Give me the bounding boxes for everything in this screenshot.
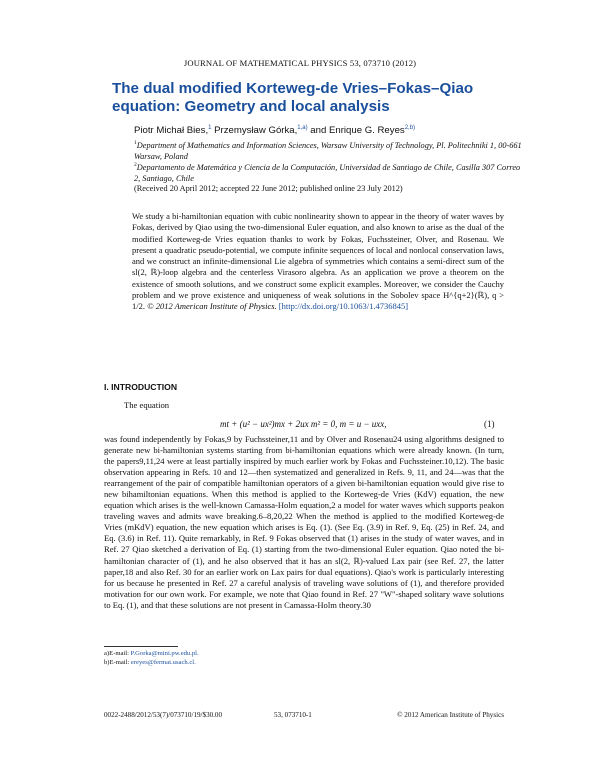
footer-page: 53, 073710-1: [274, 711, 312, 719]
footer-copyright: © 2012 American Institute of Physics: [397, 711, 504, 719]
footnote-rule: [104, 646, 178, 647]
abstract: [132, 211, 504, 313]
section-heading: I. INTRODUCTION: [104, 382, 178, 392]
email-link-reyes[interactable]: ereyes@fermat.usach.cl.: [130, 659, 196, 666]
footnote-a: a)E-mail: P.Gorka@mini.pw.edu.pl.: [104, 650, 199, 657]
received-dates: (Received 20 April 2012; accepted 22 June 2012; published online 23 July 2012): [134, 184, 403, 193]
footnote-b: b)E-mail: ereyes@fermat.usach.cl.: [104, 659, 196, 666]
body-paragraph: was found independently by Fokas,9 by Fuchssteiner,11 and by Olver and Rosenau24 using algorithms designed to generate new bi-hamiltonian systems starting from bi-hamiltonian equations which were already known. (In turn, the papers9,11,24 were at least partially inspired by much earlier work by Fokas and Fuchssteiner.10,12). The basic observation appearing in Refs. 10 and 12—then systematized and generalized in Refs. 9, 11, and 24—was that the rearrangement of the pair of compatible hamiltonian operators of a given bi-hamiltonian equation would give rise to new bihamiltonian equations. When this method is applied to the Korteweg-de Vries (KdV) equation, the new equation which arises is the well-known Camassa-Holm equation,2 a model for water waves which supports peakon traveling waves and admits wave breaking.6–8,20,22 When the method is applied to the modified Korteweg-de Vries (mKdV) equation, the new equation which arises is Eq. (1). (See Eq. (3.9) in Ref. 9, Eq. (25) in Ref. 24, and Eq. (3.6) in Ref. 11). Quite remarkably, in Ref. 9 Fokas observed that (1) arises in the study of water waves, and in Ref. 27 Qiao sketched a derivation of Eq. (1) starting from the two-dimensional Euler equation. Qiao noted the bi-hamiltonian character of (1), and he also observed that it has an sl(2, ℝ)-valued Lax pair (see Ref. 27, the latter paper,18 and also Ref. 30 for an earlier work on Lax pairs for dual equations). Qiao's work is particularly interesting for us because he presented in Ref. 27 a careful analysis of traveling wave solutions of (1), and therefore provided motivation for our own work. For example, we note that Qiao found in Ref. 27 "W"-shaped solitary wave solutions to Eq. (1), and that these solutions are not present in Camassa-Holm theory.30: [104, 434, 504, 610]
affiliation-1: $^1$Department of Mathematics and Information Sciences, Warsaw University of Technology, Pl. Politechniki 1, 00-661 Warsaw, Poland: [134, 140, 522, 161]
abstract-text: We study a bi-hamiltonian equation with cubic nonlinearity shown to appear in the theory of water waves by Fokas, derived by Qiao using the two-dimensional Euler equation, and also known to arise as the dual of the modified Korteweg-de Vries equation thanks to work by Fokas, Fuchssteiner, Olver, and Rosenau. We present a quadratic pseudo-potential, we compute infinite sequences of local and nonlocal conservation laws, and we construct an infinite-dimensional Lie algebra of symmetries which contains a semi-direct sum of the sl(2, ℝ)-loop algebra and the centerless Virasoro algebra. As an application we prove a theorem on the existence of smooth solutions, and we construct some explicit examples. Moreover, we consider the Cauchy problem and we prove existence and uniqueness of weak solutions in the Sobolev space H^{q+2}(ℝ), q > 1/2.: [132, 211, 504, 312]
author-2: Przemysław Górka,$^{1,a)}$: [211, 125, 308, 137]
intro-text: The equation: [124, 400, 170, 410]
abstract-copyright: © 2012 American Institute of Physics.: [147, 301, 277, 312]
footer-issn: 0022-2488/2012/53(7)/073710/19/$30.00: [104, 711, 223, 719]
affiliation-2: $^2$Departamento de Matemática y Ciencia de la Computación, Universidad de Santiago de Chile, Casilla 307 Correo 2, Santiago, Chile: [134, 162, 521, 183]
equation-number: (1): [484, 419, 495, 429]
equation-1: mt + (u² − ux²)mx + 2ux m² = 0, m = u − uxx,: [220, 419, 387, 429]
author-3: and Enrique G. Reyes$^{2,b)}$: [307, 125, 416, 137]
journal-header: JOURNAL OF MATHEMATICAL PHYSICS 53, 073710 (2012): [183, 58, 417, 68]
email-link-gorka[interactable]: P.Gorka@mini.pw.edu.pl.: [130, 650, 199, 657]
author-1: Piotr Michał Bies,$^1$: [134, 125, 212, 137]
author-list: [134, 125, 554, 136]
doi-link[interactable]: [http://dx.doi.org/10.1063/1.4736845]: [278, 301, 409, 312]
paper-title: The dual modified Korteweg-de Vries–Fokas–Qiao equation: Geometry and local analysis: [112, 80, 474, 115]
